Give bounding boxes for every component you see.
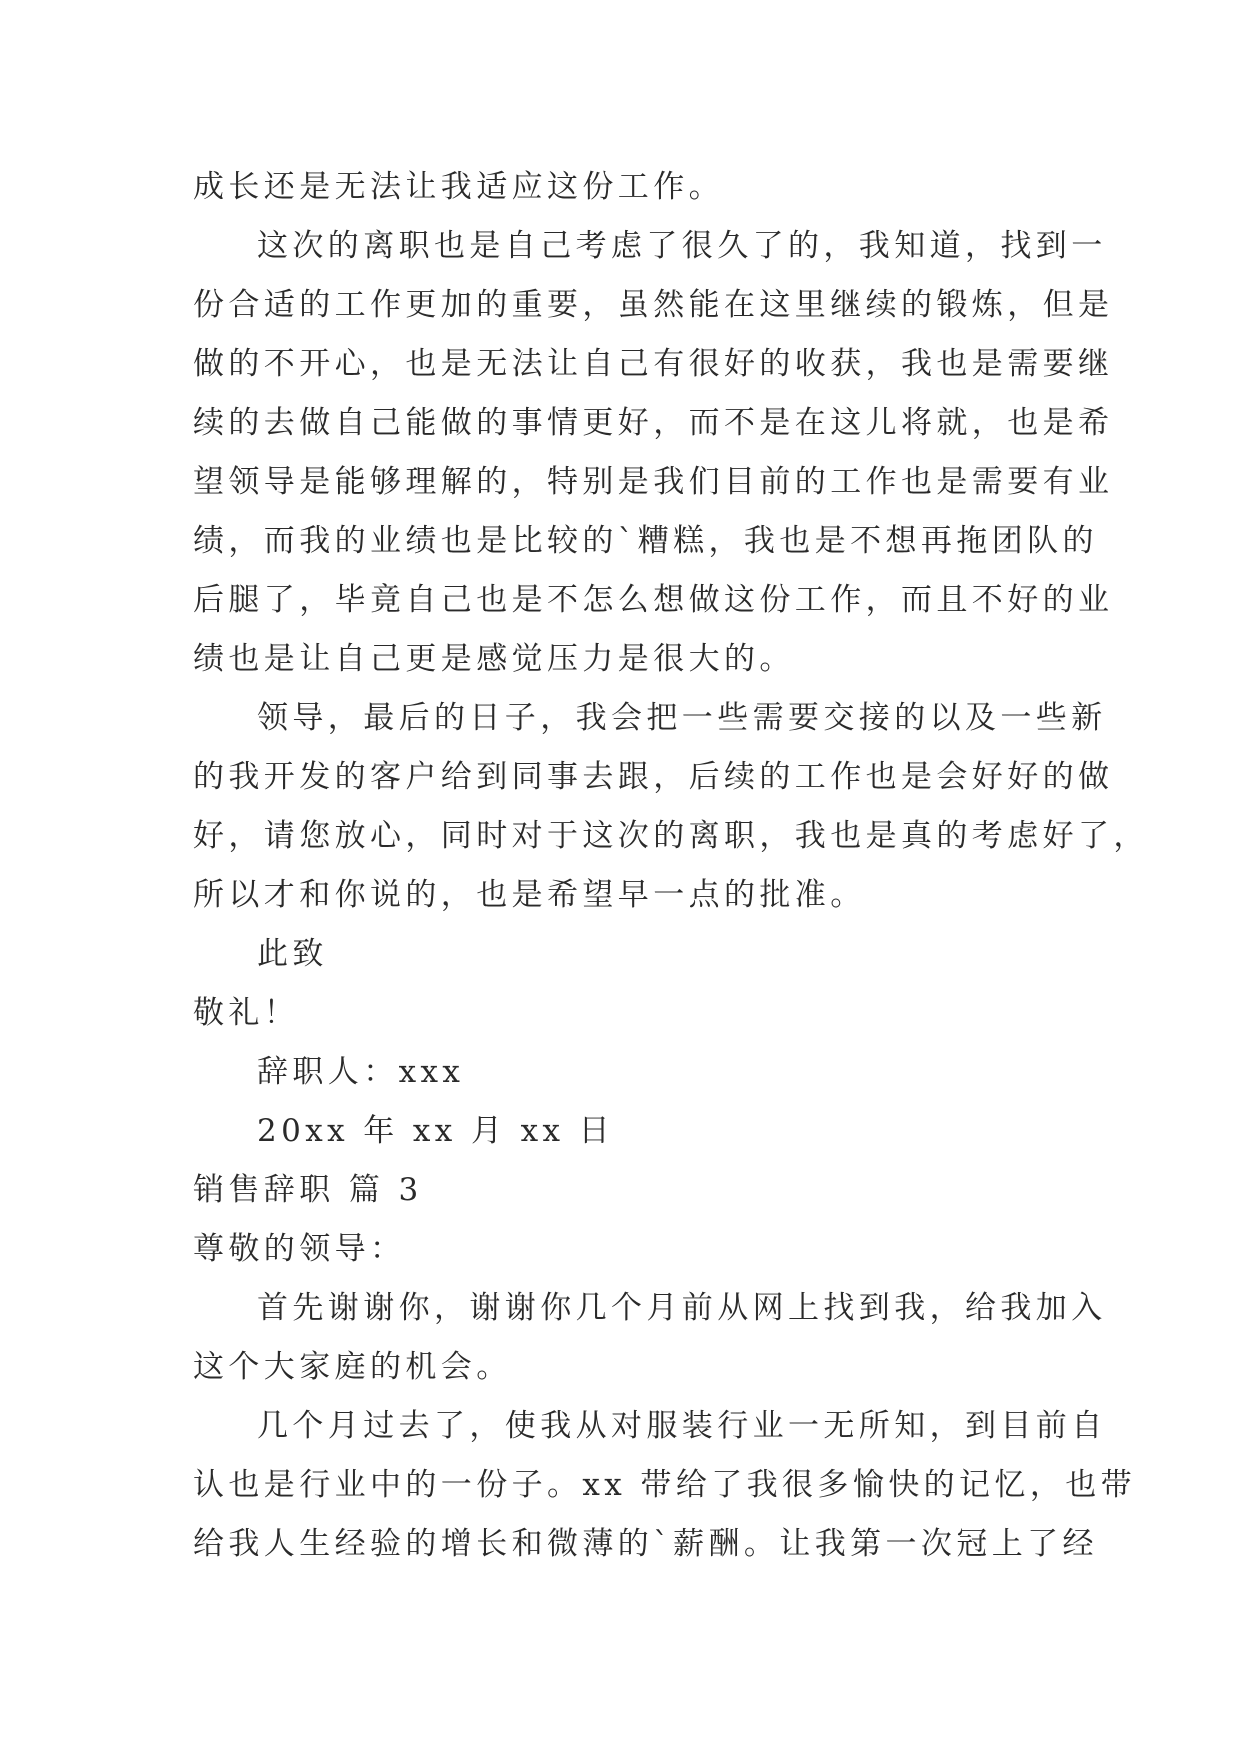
text-line: 此致: [257, 936, 328, 972]
text-line: 几个月过去了，使我从对服装行业一无所知，到目前自: [257, 1408, 1107, 1444]
text-line: 给我人生经验的增长和微薄的`薪酬。让我第一次冠上了经: [193, 1526, 1098, 1562]
text-line: 成长还是无法让我适应这份工作。: [193, 169, 724, 205]
text-line: 这次的离职也是自己考虑了很久了的，我知道，找到一: [257, 228, 1107, 264]
text-line: 续的去做自己能做的事情更好，而不是在这儿将就，也是希: [193, 405, 1114, 441]
text-line: 尊敬的领导：: [193, 1231, 406, 1267]
text-line: 销售辞职 篇 3: [193, 1172, 423, 1208]
text-line: 绩也是让自己更是感觉压力是很大的。: [193, 641, 795, 677]
text-line: 敬礼！: [193, 995, 300, 1031]
text-line: 辞职人：xxx: [257, 1054, 465, 1090]
text-line: 所以才和你说的，也是希望早一点的批准。: [193, 877, 866, 913]
text-line: 做的不开心，也是无法让自己有很好的收获，我也是需要继: [193, 346, 1114, 382]
text-line: 后腿了，毕竟自己也是不怎么想做这份工作，而且不好的业: [193, 582, 1114, 618]
text-line: 绩，而我的业绩也是比较的`糟糕，我也是不想再拖团队的: [193, 523, 1098, 559]
text-line: 20xx 年 xx 月 xx 日: [257, 1113, 615, 1149]
text-line: 好，请您放心，同时对于这次的离职，我也是真的考虑好了，: [193, 818, 1149, 854]
text-line: 首先谢谢你，谢谢你几个月前从网上找到我，给我加入: [257, 1290, 1107, 1326]
text-line: 这个大家庭的机会。: [193, 1349, 512, 1385]
text-line: 的我开发的客户给到同事去跟，后续的工作也是会好好的做: [193, 759, 1114, 795]
text-line: 认也是行业中的一份子。xx 带给了我很多愉快的记忆，也带: [193, 1467, 1137, 1503]
document-body: [193, 158, 1149, 1574]
text-line: 望领导是能够理解的，特别是我们目前的工作也是需要有业: [193, 464, 1114, 500]
text-line: 份合适的工作更加的重要，虽然能在这里继续的锻炼，但是: [193, 287, 1114, 323]
text-line: 领导，最后的日子，我会把一些需要交接的以及一些新: [257, 700, 1107, 736]
